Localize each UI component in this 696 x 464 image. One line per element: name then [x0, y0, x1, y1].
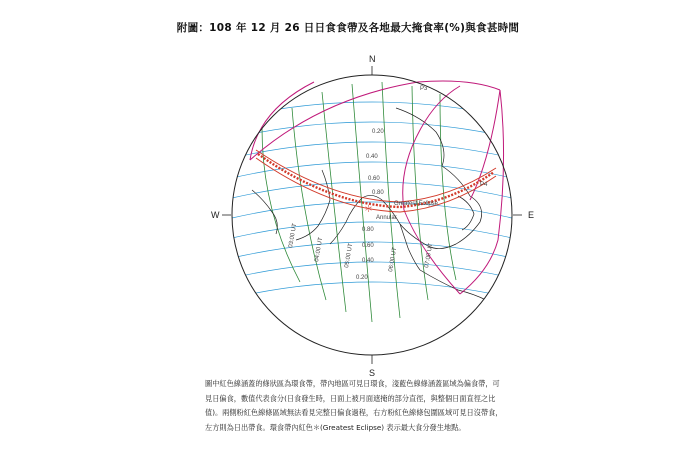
p3-label: P3	[420, 86, 428, 92]
compass-north: N	[369, 54, 376, 64]
time-label: 06:00 UT	[388, 246, 399, 273]
compass-west: W	[211, 210, 220, 220]
time-label: 05:00 UT	[344, 242, 355, 269]
compass-south: S	[369, 368, 376, 378]
p4-label: P4	[480, 182, 488, 188]
time-label: 07:00 UT	[424, 242, 435, 269]
figure-caption	[205, 377, 550, 435]
caption-line: 左方則為日出帶食。環食帶內紅色＊(Greatest Eclipse) 表示最大食分發生地點。	[205, 422, 466, 432]
magnitude-label: 0.60	[362, 243, 374, 249]
caption-line: 圖中紅色線涵蓋的條狀區為環食帶，帶內地區可見日環食，淺藍色線條涵蓋區域為偏食帶，可	[205, 379, 500, 388]
magnitude-label: 0.40	[366, 154, 378, 160]
magnitude-label: 0.80	[362, 227, 374, 233]
magnitude-label: 0.80	[372, 190, 384, 196]
magnitude-label: 0.60	[368, 176, 380, 182]
figure-title: 附圖：108 年 12 月 26 日日食食帶及各地最大掩食率(%)與食甚時間	[176, 22, 520, 34]
time-label: 04:00 UT	[314, 236, 325, 263]
magnitude-label: 0.20	[372, 129, 384, 135]
caption-line: 值)。兩側粉紅色線條區域無法看見完整日偏食過程，右方粉紅色線條包圍區域可見日沒帶食，	[205, 408, 503, 417]
time-label: 03:00 UT	[288, 222, 299, 249]
magnitude-label: 0.20	[356, 275, 368, 281]
annular-label: Annular	[376, 215, 397, 221]
magnitude-label: 0.40	[362, 258, 374, 264]
caption-line: 見日偏食，數值代表食分(日食發生時，日面上被月面遮掩的部分直徑，與整個日面直徑之比	[205, 393, 496, 403]
compass-east: E	[528, 210, 535, 220]
greatest-eclipse-marker: ＊	[364, 205, 374, 215]
greatest-eclipse-label: Greatest Eclipse	[394, 201, 439, 207]
